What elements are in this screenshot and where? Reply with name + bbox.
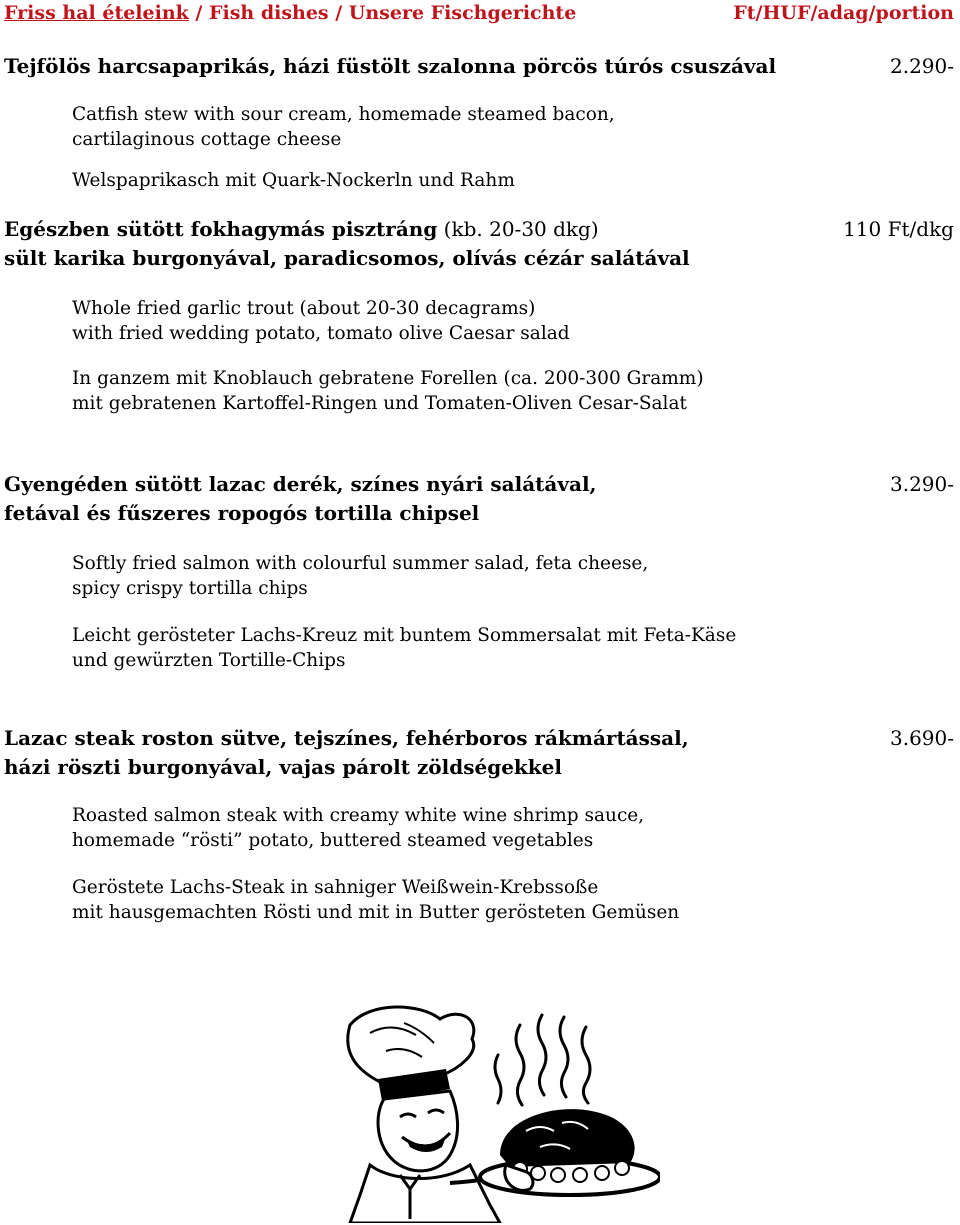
price-unit-label: Ft/HUF/adag/portion xyxy=(733,2,954,24)
dish-catfish-stew xyxy=(4,52,960,193)
dish-description-english: Catfish stew with sour cream, homemade steamed bacon, cartilaginous cottage cheese xyxy=(72,104,615,150)
dish-price: 3.690- xyxy=(889,726,954,750)
dish-price: 110 Ft/dkg xyxy=(843,217,954,241)
dish-salmon-steak xyxy=(4,724,960,925)
menu-section-header xyxy=(4,2,954,26)
dish-name-hungarian: Tejfölös harcsapaprikás, házi füstölt szalonna pörcös túrós csuszával xyxy=(4,54,777,78)
dish-description-german: Geröstete Lachs-Steak in sahniger Weißwein-Krebssoße mit hausgemachten Rösti und mit in Butter gerösteten Gemüsen xyxy=(72,877,680,923)
dish-description-english: Roasted salmon steak with creamy white wine shrimp sauce, homemade “rösti” potato, buttered steamed vegetables xyxy=(72,805,645,851)
dish-garlic-trout xyxy=(4,215,960,416)
section-title-hungarian: Friss hal ételeink xyxy=(4,2,189,24)
dish-name-hungarian: Egészben sütött fokhagymás pisztráng (kb. 20-30 dkg) sült karika burgonyával, paradicsomos, olívás cézár salátával xyxy=(4,217,690,270)
dish-name-hungarian: Gyengéden sütött lazac derék, színes nyári salátával, fetával és fűszeres ropogós tortilla chipsel xyxy=(4,472,597,525)
dish-description-german: In ganzem mit Knoblauch gebratene Forellen (ca. 200-300 Gramm) mit gebratenen Kartoffel-Ringen und Tomaten-Oliven Cesar-Salat xyxy=(72,368,704,414)
dish-description-german: Welspaprikasch mit Quark-Nockerln und Rahm xyxy=(72,170,515,191)
dish-price: 3.290- xyxy=(889,472,954,496)
dish-name-hungarian: Lazac steak roston sütve, tejszínes, fehérboros rákmártással, házi röszti burgonyával, vajas párolt zöldségekkel xyxy=(4,726,689,779)
dish-salmon-fillet xyxy=(4,470,960,673)
dish-description-german: Leicht gerösteter Lachs-Kreuz mit buntem Sommersalat mit Feta-Käse und gewürzten Tortille-Chips xyxy=(72,625,737,671)
chef-serving-roast-icon xyxy=(330,1005,660,1223)
dish-description-english: Softly fried salmon with colourful summer salad, feta cheese, spicy crispy tortilla chips xyxy=(72,553,649,599)
dish-description-english: Whole fried garlic trout (about 20-30 decagrams) with fried wedding potato, tomato olive Caesar salad xyxy=(72,298,570,344)
section-title-translations: / Fish dishes / Unsere Fischgerichte xyxy=(188,2,577,24)
dish-price: 2.290- xyxy=(889,54,954,78)
